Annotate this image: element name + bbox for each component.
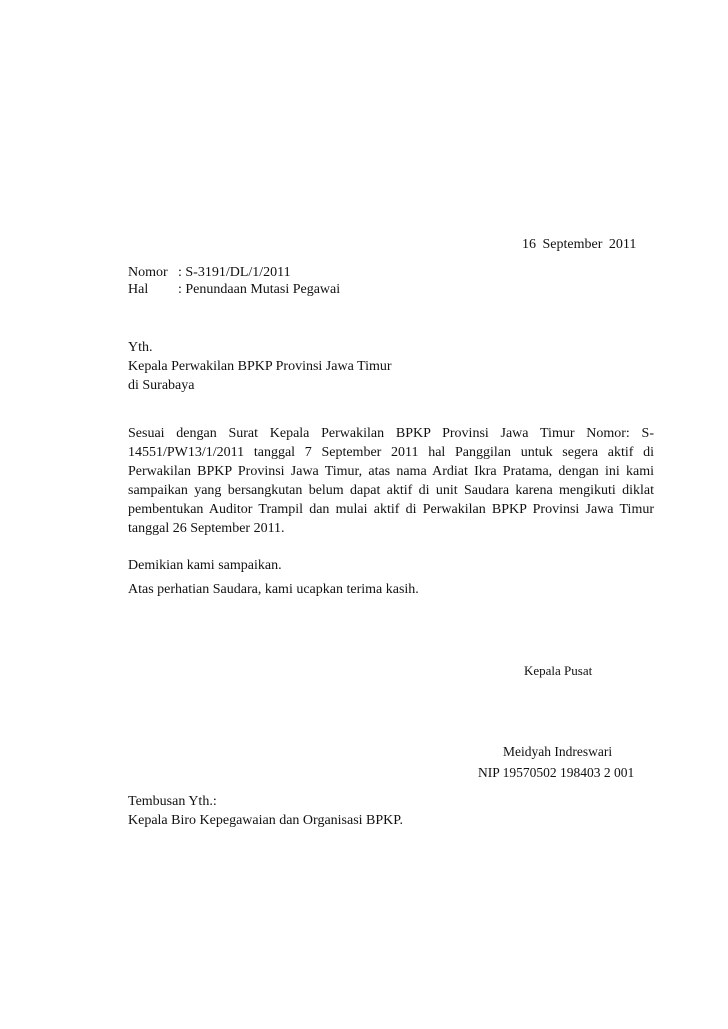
recipient-location: di Surabaya: [128, 378, 195, 393]
nomor-label: Nomor: [128, 265, 168, 280]
closing-line-1: Demikian kami sampaikan.: [128, 558, 282, 573]
letter-body: Sesuai dengan Surat Kepala Perwakilan BPKP Provinsi Jawa Timur Nomor: S-14551/PW13/1/2011 tanggal 7 September 2011 hal Panggilan untuk segera aktif di Perwakilan BPKP Provinsi Jawa Timur, atas nama Ardiat Ikra Pratama, dengan ini kami sampaikan yang bersangkutan belum dapat aktif di unit Saudara karena mengikuti diklat pembentukan Auditor Trampil dan mulai aktif di Perwakilan BPKP Provinsi Jawa Timur tanggal 26 September 2011.: [128, 426, 654, 536]
recipient-name: Kepala Perwakilan BPKP Provinsi Jawa Timur: [128, 359, 392, 374]
signature-title: Kepala Pusat: [524, 663, 593, 678]
letter-date: 16 September 2011: [522, 237, 637, 252]
cc-label: Tembusan Yth.:: [128, 794, 217, 809]
nomor-row: [128, 264, 340, 281]
cc-recipient: Kepala Biro Kepegawaian dan Organisasi BPKP.: [128, 813, 404, 828]
letter-meta: [128, 264, 340, 298]
recipient-block: [128, 338, 392, 395]
signature-name: Meidyah Indreswari: [503, 744, 613, 759]
nomor-value: : S-3191/DL/1/2011: [178, 265, 291, 280]
signature-nip: NIP 19570502 198403 2 001: [478, 765, 635, 780]
hal-value: : Penundaan Mutasi Pegawai: [178, 282, 341, 297]
hal-row: [128, 281, 340, 298]
closing-block: [128, 556, 419, 599]
closing-line-2: Atas perhatian Saudara, kami ucapkan terima kasih.: [128, 582, 419, 597]
cc-block: [128, 792, 403, 830]
hal-label: Hal: [128, 282, 149, 297]
recipient-salutation: Yth.: [128, 340, 153, 355]
